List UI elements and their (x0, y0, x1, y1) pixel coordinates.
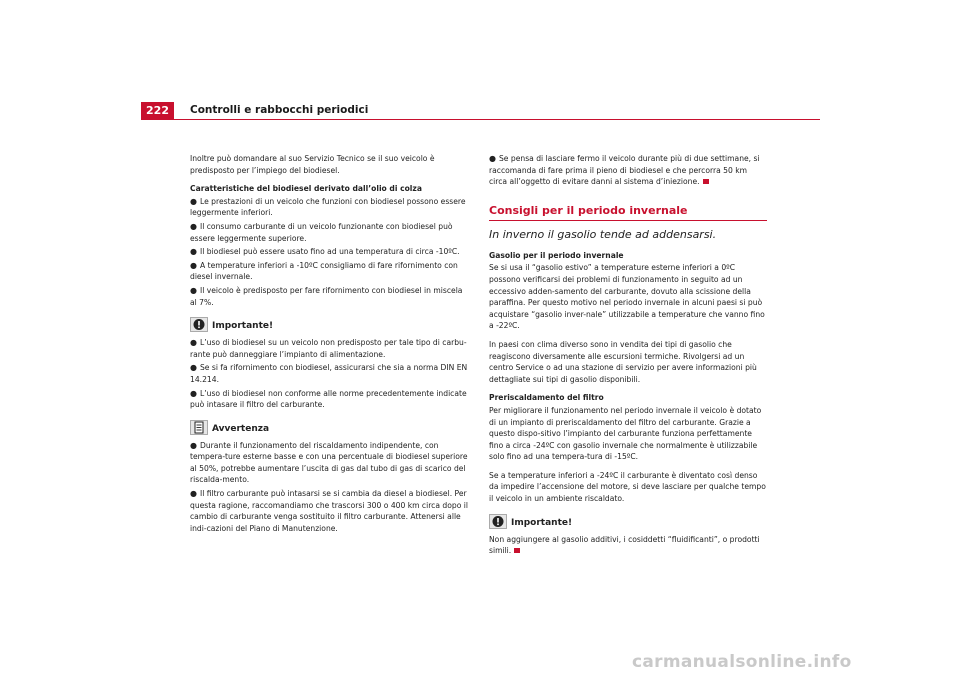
winter-heading: Gasolio per il periodo invernale (489, 250, 624, 260)
bullet-icon: ● (190, 221, 197, 231)
bullet-icon: ● (190, 196, 197, 206)
winter-paragraph-2: In paesi con clima diverso sono in vendita dei tipi di gasolio che reagiscono diversamente alle escursioni termiche. Rivolgersi ad un centro Service o ad una stazione di servizio per avere informazioni più dettagliate sui tipi di gasolio disponibili. (489, 339, 757, 384)
features-heading: Caratteristiche del biodiesel derivato dall’olio di colza (190, 184, 422, 194)
preheat-paragraph-1: Per migliorare il funzionamento nel periodo invernale il veicolo è dotato di un impianto di preriscaldamento del filtro del carburante. Grazie a questo dispo-sitivo l’impianto del carburante funziona perfettamente fino a circa -24ºC con gasolio invernale che normalmente è utilizzabile solo fino ad una tempera-tura di -15ºC. (489, 405, 762, 462)
section-rule (489, 220, 767, 221)
preheat-paragraph-2: Se a temperature inferiori a -24ºC il carburante è diventato così denso da impedire l’accensione del motore, si deve lasciare per qualche tempo il veicolo in un ambiente riscaldato. (489, 470, 766, 504)
bullet-icon: ● (190, 489, 197, 499)
exclamation-circle-icon (190, 317, 208, 332)
bullet-icon: ● (190, 363, 197, 373)
bullet-icon: ● (190, 338, 197, 348)
preheat-heading: Preriscaldamento del filtro (489, 393, 604, 403)
list-item: ● A temperature inferiori a -10ºC consigliamo di fare rifornimento con diesel invernale. (190, 260, 458, 282)
left-column (190, 153, 470, 536)
warning-note-header (190, 420, 470, 435)
important-label: Importante! (511, 517, 573, 528)
section-subtitle: In inverno il gasolio tende ad addensarsi. (489, 227, 717, 241)
bullet-icon: ● (190, 285, 197, 295)
important-note-header (489, 514, 767, 529)
list-item: ● Il veicolo è predisposto per fare rifornimento con biodiesel in miscela al 7%. (190, 285, 463, 307)
important-note-header (190, 317, 470, 332)
list-item: ● L’uso di biodiesel non conforme alle norme precedentemente indicate può intasare il filtro del carburante. (190, 388, 467, 410)
page-number: 222 (141, 102, 174, 119)
page-header-title: Controlli e rabbocchi periodici (190, 104, 369, 116)
end-of-section-icon (703, 179, 709, 184)
intro-paragraph: Inoltre può domandare al suo Servizio Tecnico se il suo veicolo è predisposto per l’impiego del biodiesel. (190, 154, 435, 175)
list-item: ● Le prestazioni di un veicolo che funzioni con biodiesel possono essere leggermente inferiori. (190, 196, 466, 218)
list-item: ● Durante il funzionamento del riscaldamento indipendente, con tempera-ture esterne basse e con una percentuale di biodiesel superiore al 50%, potrebbe aumentare l’uscita di gas dal tubo di gas di scarico del riscalda-mento. (190, 440, 468, 485)
list-item: ● Se si fa rifornimento con biodiesel, assicurarsi che sia a norma DIN EN 14.214. (190, 363, 468, 384)
list-item: ● Se pensa di lasciare fermo il veicolo durante più di due settimane, si raccomanda di fare prima il pieno di biodiesel e che percorra 50 km circa all’oggetto di evitare danni al sistema d’iniezione. (489, 154, 760, 187)
bullet-icon: ● (190, 388, 197, 398)
bullet-icon: ● (190, 247, 197, 257)
end-of-section-icon (514, 548, 520, 553)
watermark: carmanualsonline.info (632, 652, 852, 672)
important-paragraph: Non aggiungere al gasolio additivi, i cosiddetti “fluidificanti”, o prodotti simili. (489, 534, 760, 556)
header-rule (141, 119, 820, 120)
list-item: ● Il biodiesel può essere usato fino ad una temperatura di circa -10ºC. (190, 247, 460, 257)
note-document-icon (190, 420, 208, 435)
bullet-icon: ● (190, 260, 197, 270)
warning-label: Avvertenza (212, 423, 270, 434)
list-item: ● Il filtro carburante può intasarsi se si cambia da diesel a biodiesel. Per questa ragione, raccomandiamo che trascorsi 300 o 400 km circa dopo il cambio di carburante venga sostituito il filtro carburante. Attenersi alle indi-cazioni del Piano di Manutenzione. (190, 489, 468, 533)
section-title: Consigli per il periodo invernale (489, 203, 688, 217)
exclamation-circle-icon (489, 514, 507, 529)
right-column (489, 153, 767, 564)
bullet-icon: ● (190, 440, 197, 450)
list-item: ● L’uso di biodiesel su un veicolo non predisposto per tale tipo di carbu-rante può danneggiare l’impianto di alimentazione. (190, 338, 467, 359)
bullet-icon: ● (489, 154, 496, 163)
list-item: ● Il consumo carburante di un veicolo funzionante con biodiesel può essere leggermente superiore. (190, 221, 453, 243)
winter-paragraph-1: Se si usa il “gasolio estivo” a temperature esterne inferiori a 0ºC possono verificarsi dei problemi di funzionamento in seguito ad un eccessivo adden-samento del carburante, dovuto alla scissione della paraffina. Per questo motivo nel periodo invernale in alcuni paesi si può acquistare “gasolio inver-nale” utilizzabile a temperature che vanno fino a -22ºC. (489, 263, 765, 331)
important-label: Importante! (212, 321, 274, 332)
